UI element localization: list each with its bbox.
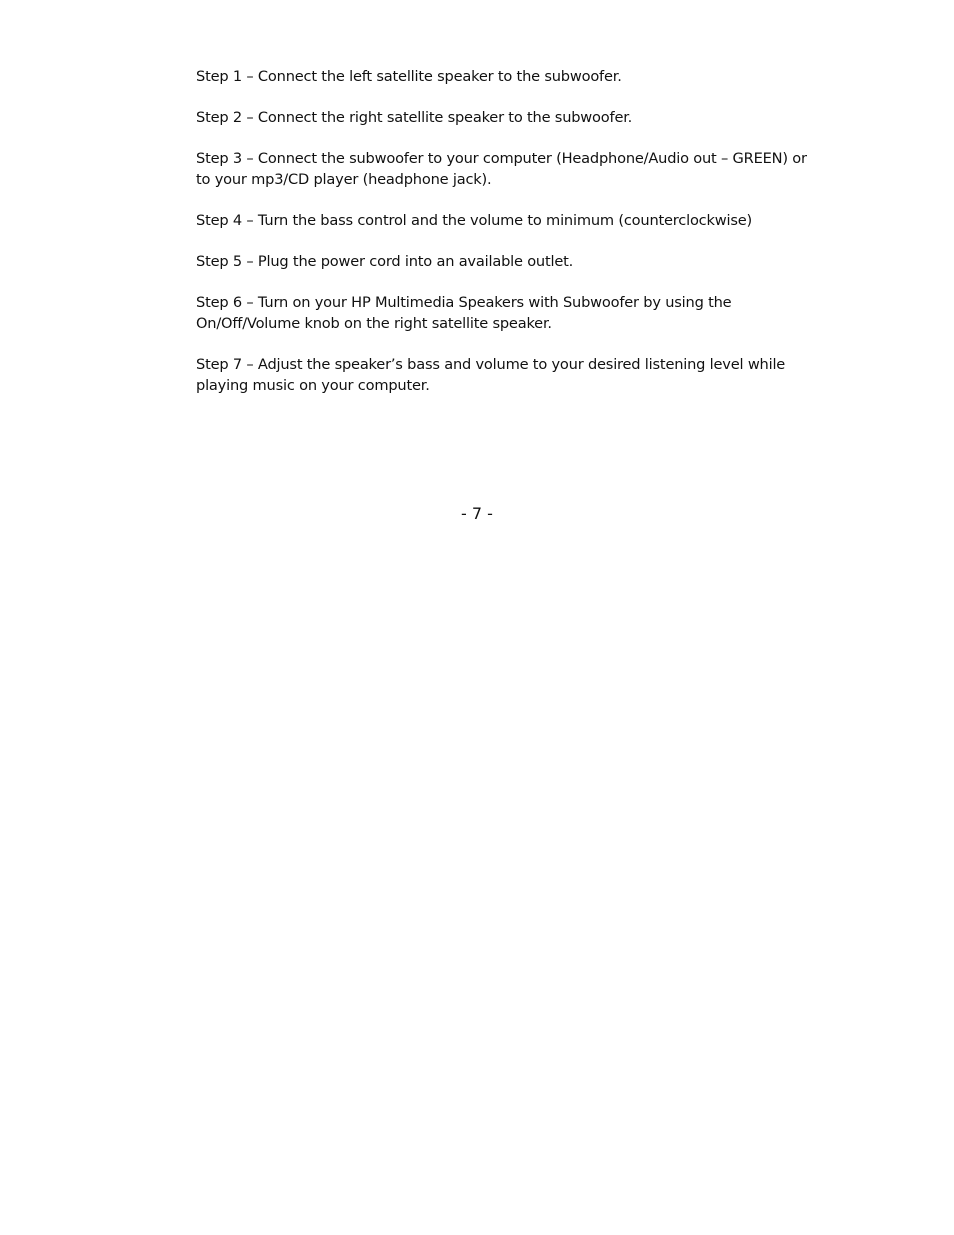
step-4-text: Step 4 – Turn the bass control and the volume to minimum (counterclockwise): [196, 212, 753, 229]
step-6-text: Step 6 – Turn on your HP Multimedia Speakers with Subwoofer by using the On/Off/Volume knob on the right satellite speaker.: [196, 294, 732, 332]
page-number: - 7 -: [461, 504, 493, 523]
setup-steps-list: [196, 66, 821, 396]
step-7-text: Step 7 – Adjust the speaker’s bass and volume to your desired listening level while playing music on your computer.: [196, 356, 786, 394]
step-1-text: Step 1 – Connect the left satellite speaker to the subwoofer.: [196, 68, 622, 85]
step-2-text: Step 2 – Connect the right satellite speaker to the subwoofer.: [196, 109, 633, 126]
step-3-text: Step 3 – Connect the subwoofer to your computer (Headphone/Audio out – GREEN) or to your mp3/CD player (headphone jack).: [196, 150, 807, 188]
step-5-text: Step 5 – Plug the power cord into an available outlet.: [196, 253, 574, 270]
